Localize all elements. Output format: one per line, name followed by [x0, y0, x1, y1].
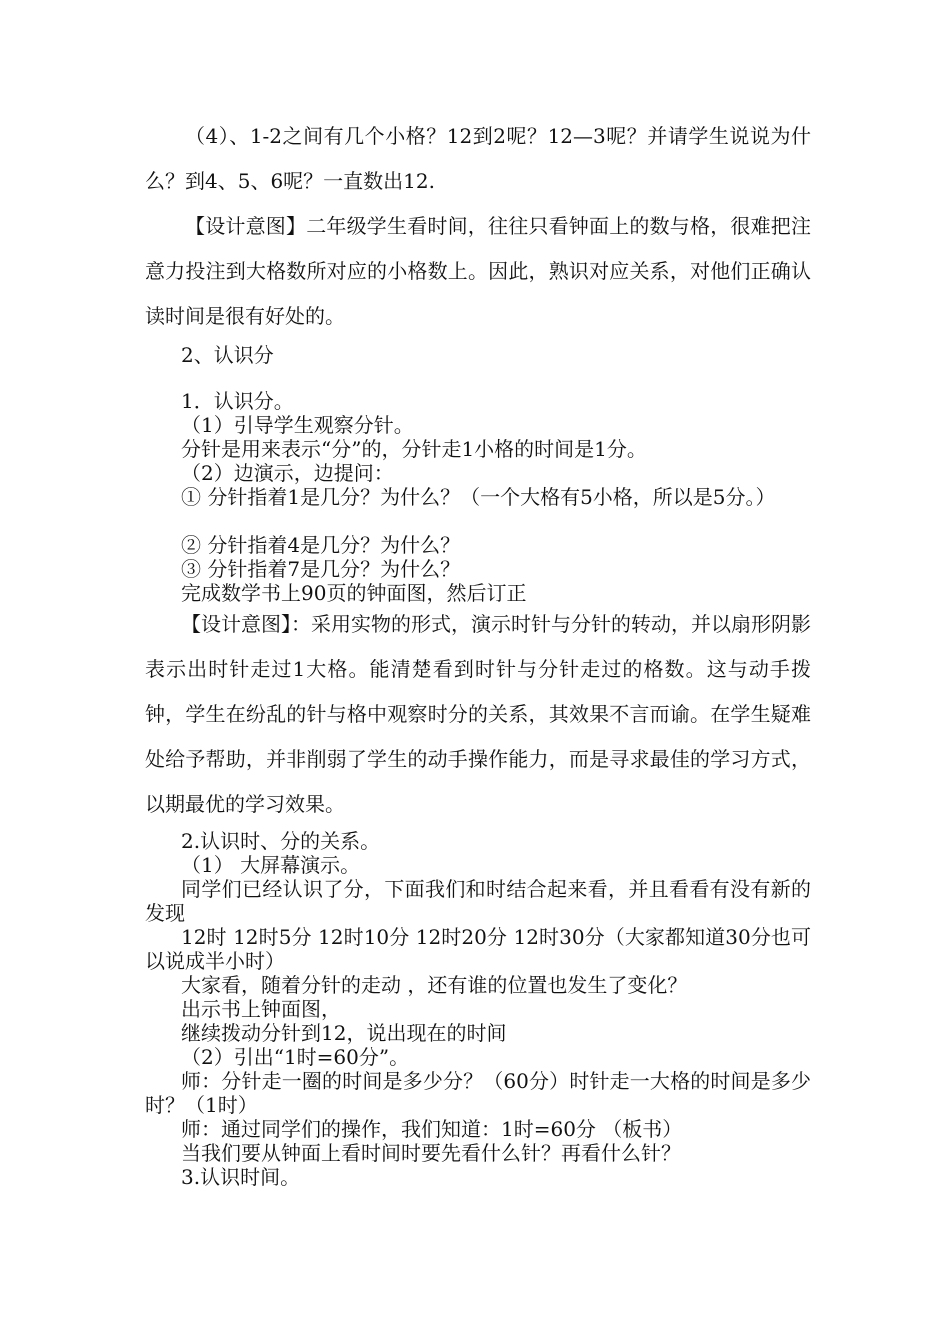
line-minute-hand-definition: 分针是用来表示“分”的，分针走1小格的时间是1分。: [181, 437, 647, 461]
line-recognize-minute: 1．认识分。: [181, 389, 294, 413]
paragraph-step-4: （4）、1-2之间有几个小格？12到2呢？12—3呢？并请学生说说为什么？到4、5、6呢？一直数出12.: [145, 124, 811, 193]
line-big-screen-demo: （1） 大屏幕演示。: [181, 853, 361, 877]
line-which-hand-first: 当我们要从钟面上看时间时要先看什么针？再看什么针？: [181, 1141, 681, 1165]
line-question-1: ① 分针指着1是几分？为什么？（一个大格有5小格，所以是5分。）: [181, 485, 776, 509]
line-recognize-time: 3.认识时间。: [181, 1165, 301, 1189]
line-introduce-equation: （2）引出“1时=60分”。: [181, 1045, 410, 1069]
line-observe-minute-hand: （1）引导学生观察分针。: [181, 413, 414, 437]
line-demonstrate-ask: （2）边演示，边提问：: [181, 461, 394, 485]
line-teacher-question: 师：分针走一圈的时间是多少分？（60分）时针走一大格的时间是多少时？（1时）: [145, 1069, 811, 1117]
paragraph-design-intent-2: 【设计意图】：采用实物的形式，演示时针与分针的转动，并以扇形阴影表示出时针走过1大格。能清楚看到时针与分针走过的格数。这与动手拨钟，学生在纷乱的针与格中观察时分的关系，其效果不言而谕。在学生疑难处给予帮助，并非削弱了学生的动手操作能力，而是寻求最佳的学习方式，以期最优的学习效果。: [145, 612, 811, 816]
line-hour-minute-relation: 2.认识时、分的关系。: [181, 829, 381, 853]
line-combine-hour: 同学们已经认识了分，下面我们和时结合起来看，并且看看有没有新的发现: [145, 877, 811, 925]
line-move-minute-hand: 继续拨动分针到12，说出现在的时间: [181, 1021, 507, 1045]
section-heading-recognize-minute: 2、认识分: [181, 343, 274, 367]
paragraph-design-intent-1: 【设计意图】二年级学生看时间，往往只看钟面上的数与格，很难把注意力投注到大格数所对应的小格数上。因此，熟识对应关系，对他们正确认读时间是很有好处的。: [145, 214, 811, 328]
line-show-clock-face: 出示书上钟面图，: [181, 997, 341, 1021]
line-time-sequence: 12时 12时5分 12时10分 12时20分 12时30分（大家都知道30分也可以说成半小时）: [145, 925, 811, 973]
line-question-2: ② 分针指着4是几分？为什么？: [181, 533, 461, 557]
line-question-3: ③ 分针指着7是几分？为什么？: [181, 557, 461, 581]
line-complete-textbook: 完成数学书上90页的钟面图，然后订正: [181, 581, 527, 605]
line-what-else-moved: 大家看，随着分针的走动 ，还有谁的位置也发生了变化？: [181, 973, 688, 997]
line-teacher-conclusion: 师：通过同学们的操作，我们知道：1时=60分 （板书）: [181, 1117, 683, 1141]
